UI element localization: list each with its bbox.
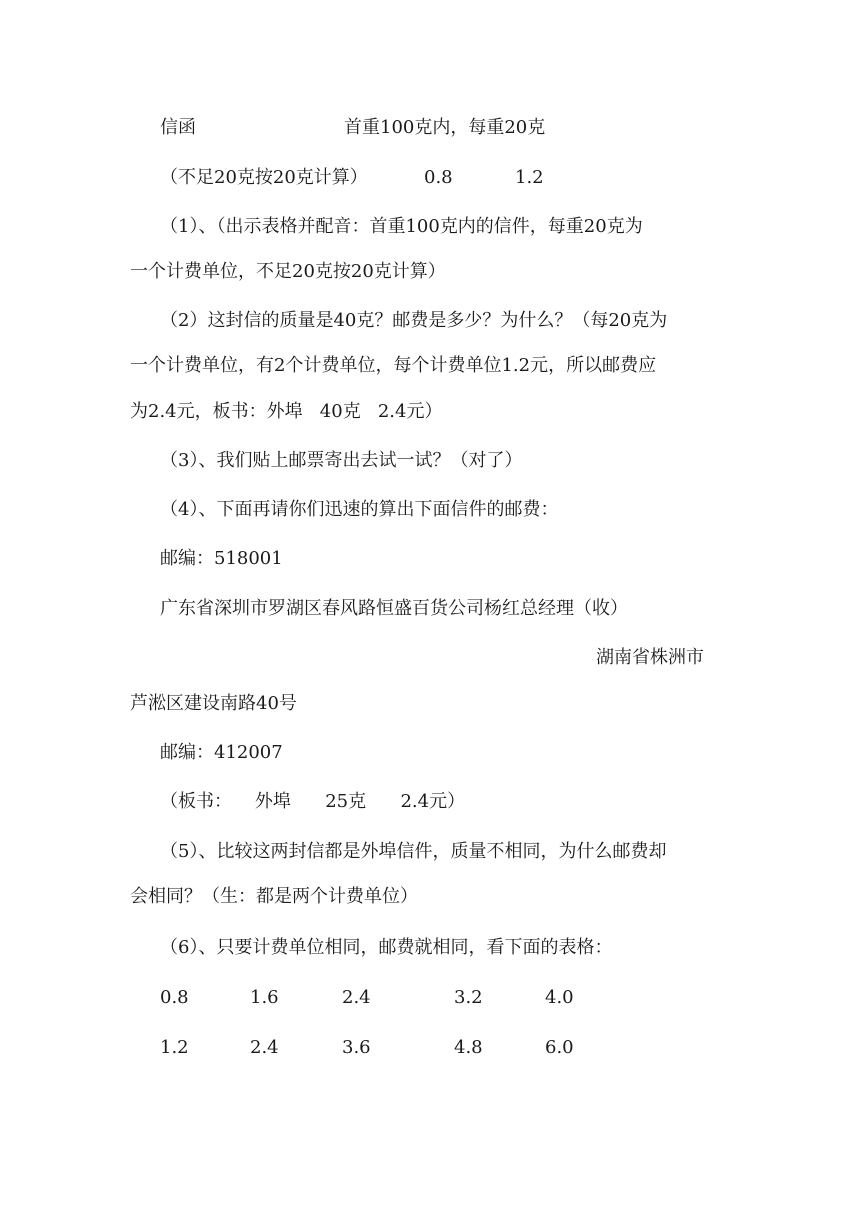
sender-postcode: 邮编：412007 (160, 742, 283, 763)
step4: （4）、下面再请你们迅速的算出下面信件的邮费： (160, 499, 559, 520)
step2-line1: （2）这封信的质量是40克？邮费是多少？为什么？（每20克为 (160, 310, 668, 331)
step2-line2: 一个计费单位，有2个计费单位，每个计费单位1.2元，所以邮费应 (130, 355, 657, 376)
fee-cell: 2.4 (250, 1037, 279, 1058)
fee-cell: 3.2 (454, 987, 483, 1008)
sender-address-line2: 芦淞区建设南路40号 (130, 693, 297, 714)
step3: （3）、我们贴上邮票寄出去试一试？（对了） (160, 450, 523, 471)
fee-cell: 1.6 (250, 987, 279, 1008)
rate-note: （不足20克按20克计算） (160, 167, 368, 188)
rate-remote-fee: 1.2 (515, 167, 544, 188)
rate-weight-rule: 首重100克内，每重20克 (344, 117, 546, 138)
fee-cell: 0.8 (160, 987, 189, 1008)
fee-cell: 3.6 (342, 1037, 371, 1058)
rate-local-fee: 0.8 (424, 167, 453, 188)
recipient-postcode: 邮编：518001 (160, 548, 283, 569)
rate-category: 信函 (160, 117, 196, 138)
fee-cell: 4.8 (454, 1037, 483, 1058)
sender-address-line1: 湖南省株洲市 (596, 647, 704, 668)
step1-line1: （1）、（出示表格并配音：首重100克内的信件，每重20克为 (160, 216, 643, 237)
fee-cell: 2.4 (342, 987, 371, 1008)
step5-line2: 会相同？（生：都是两个计费单位） (130, 886, 418, 907)
step2-line3: 为2.4元，板书：外埠 40克 2.4元） (130, 401, 443, 422)
step1-line2: 一个计费单位，不足20克按20克计算） (130, 261, 446, 282)
fee-cell: 1.2 (160, 1037, 189, 1058)
fee-cell: 4.0 (545, 987, 574, 1008)
board-note: （板书： 外埠 25克 2.4元） (160, 791, 466, 812)
step6: （6）、只要计费单位相同，邮费就相同，看下面的表格： (160, 937, 613, 958)
recipient-address: 广东省深圳市罗湖区春风路恒盛百货公司杨红总经理（收） (160, 598, 628, 619)
step5-line1: （5）、比较这两封信都是外埠信件，质量不相同，为什么邮费却 (160, 841, 667, 862)
fee-cell: 6.0 (545, 1037, 574, 1058)
